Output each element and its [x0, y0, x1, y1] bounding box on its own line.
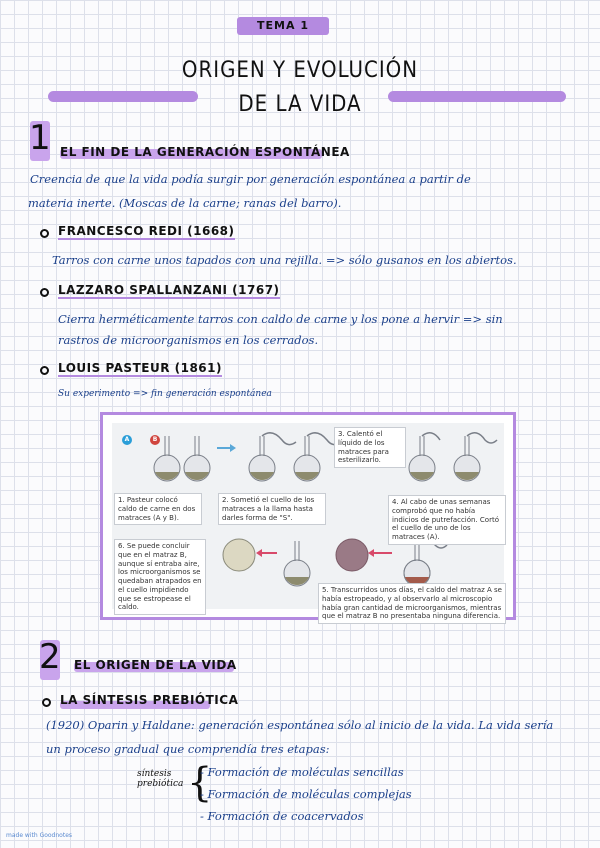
bullet-redi: [40, 229, 49, 238]
pasteur-heading: LOUIS PASTEUR (1861): [58, 361, 222, 375]
flask-b-marker: B: [150, 435, 160, 445]
bullet-pasteur: [40, 366, 49, 375]
sintesis-heading: LA SÍNTESIS PREBIÓTICA: [60, 693, 239, 707]
goodnotes-watermark: made with Goodnotes: [6, 832, 73, 839]
stage-1: - Formación de moléculas sencillas: [200, 765, 404, 779]
section1-intro-line1: Creencia de que la vida podía surgir por generación espontánea a partir de: [30, 172, 471, 186]
figure-caption-4: 4. Al cabo de unas semanas comprobó que no había indicios de putrefacción. Cortó el cuello de uno de los matraces (A).: [388, 495, 506, 545]
section2-heading: EL ORIGEN DE LA VIDA: [74, 658, 237, 672]
side-label-line1: síntesis: [137, 769, 172, 779]
spallanzani-text-line1: Cierra herméticamente tarros con caldo de carne y los pone a hervir => sin: [58, 312, 503, 326]
figure-caption-6: 6. Se puede concluir que en el matraz B, aunque sí entraba aire, los microorganismos se quedaban atrapados en el cuello impidiendo que se estropease el caldo.: [114, 539, 206, 615]
section2-number: 2: [39, 637, 61, 677]
pasteur-text: Su experimento => fin generación espontánea: [58, 389, 272, 399]
section1-number: 1: [29, 118, 51, 158]
figure-caption-3: 3. Calentó el líquido de los matraces para esterilizarlo.: [334, 427, 406, 468]
curly-brace: {: [187, 760, 213, 806]
figure-caption-2: 2. Sometió el cuello de los matraces a la llama hasta darles forma de "S".: [218, 493, 326, 525]
stage-2: - Formación de moléculas complejas: [200, 787, 412, 801]
page-title-line2: DE LA VIDA: [238, 92, 362, 117]
side-label-line2: prebiótica: [137, 778, 184, 789]
page-title-line1: ORIGEN Y EVOLUCIÓN: [181, 58, 419, 83]
topic-label: TEMA 1: [237, 17, 329, 35]
section1-intro-line2: materia inerte. (Moscas de la carne; ranas del barro).: [28, 196, 342, 210]
figure-caption-5: 5. Transcurridos unos días, el caldo del matraz A se había estropeado, y al observarlo al microscopio había gran cantidad de microorganismos, mientras que el matraz B no presentaba ninguna diferencia.: [318, 583, 506, 624]
sintesis-text-line2: un proceso gradual que comprendía tres etapas:: [46, 742, 330, 756]
spallanzani-heading: LAZZARO SPALLANZANI (1767): [58, 283, 280, 297]
spallanzani-text-line2: rastros de microorganismos en los cerrados.: [58, 333, 319, 347]
pasteur-experiment-figure: [100, 412, 516, 620]
bullet-spallanzani: [40, 288, 49, 297]
bullet-sintesis: [42, 698, 51, 707]
side-label-sintesis: [137, 770, 183, 790]
redi-heading: FRANCESCO REDI (1668): [58, 224, 235, 238]
section1-heading: EL FIN DE LA GENERACIÓN ESPONTÁNEA: [60, 145, 350, 159]
figure-caption-1: 1. Pasteur colocó caldo de carne en dos matraces (A y B).: [114, 493, 202, 525]
figure-panel: [112, 423, 504, 621]
stage-3: - Formación de coacervados: [200, 809, 364, 823]
sintesis-text-line1: (1920) Oparin y Haldane: generación espontánea sólo al inicio de la vida. La vida sería: [46, 718, 554, 732]
flask-a-marker: A: [122, 435, 132, 445]
redi-text: Tarros con carne unos tapados con una rejilla. => sólo gusanos en los abiertos.: [52, 253, 517, 267]
